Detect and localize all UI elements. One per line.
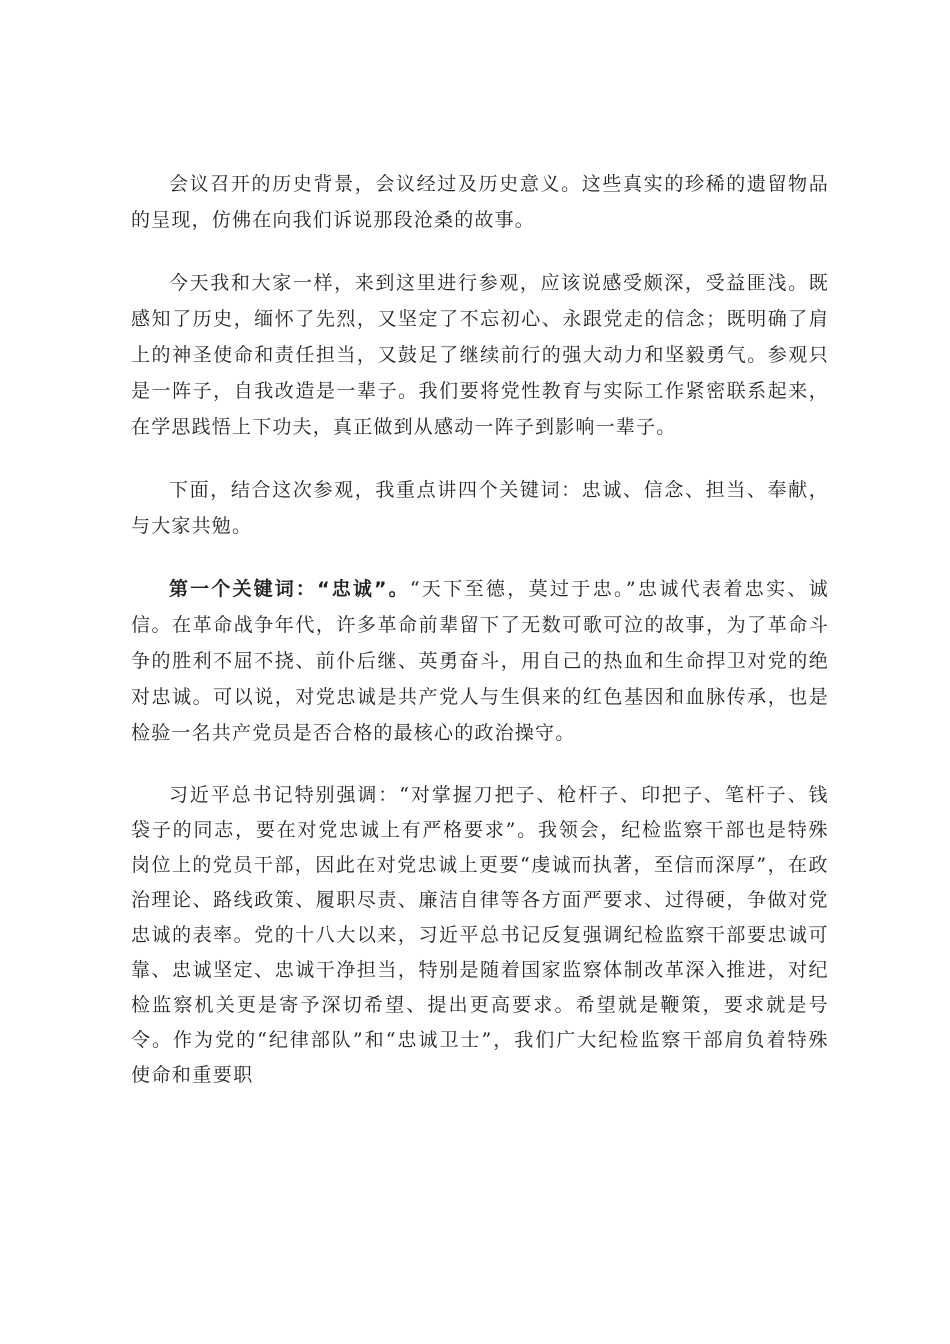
paragraph-3: 下面，结合这次参观，我重点讲四个关键词：忠诚、信念、担当、奉献，与大家共勉。 xyxy=(131,479,829,537)
paragraph-4 xyxy=(131,571,829,751)
keyword-heading: 第一个关键词：“忠诚”。 xyxy=(169,578,410,600)
document-page xyxy=(131,166,829,1120)
paragraph-4-body: “天下至德，莫过于忠。”忠诚代表着忠实、诚信。在革命战争年代，许多革命前辈留下了无数可歌可泣的故事，为了革命斗争的胜利不屈不挠、前仆后继、英勇奋斗，用自己的热血和生命捍卫对党的绝对忠诚。可以说，对党忠诚是共产党人与生俱来的红色基因和血脉传承，也是检验一名共产党员是否合格的最核心的政治操守。 xyxy=(131,578,829,744)
paragraph-1: 会议召开的历史背景，会议经过及历史意义。这些真实的珍稀的遗留物品的呈现，仿佛在向我们诉说那段沧桑的故事。 xyxy=(131,173,829,231)
paragraph-5: 习近平总书记特别强调：“对掌握刀把子、枪杆子、印把子、笔杆子、钱袋子的同志，要在对党忠诚上有严格要求”。我领会，纪检监察干部也是特殊岗位上的党员干部，因此在对党忠诚上更要“虔诚而执著，至信而深厚”，在政治理论、路线政策、履职尽责、廉洁自律等各方面严要求、过得硬，争做对党忠诚的表率。党的十八大以来，习近平总书记反复强调纪检监察干部要忠诚可靠、忠诚坚定、忠诚干净担当，特别是随着国家监察体制改革深入推进，对纪检监察机关更是寄予深切希望、提出更高要求。希望就是鞭策，要求就是号令。作为党的“纪律部队”和“忠诚卫士”，我们广大纪检监察干部肩负着特殊使命和重要职 xyxy=(131,784,829,1086)
paragraph-2: 今天我和大家一样，来到这里进行参观，应该说感受颇深，受益匪浅。既感知了历史，缅怀了先烈，又坚定了不忘初心、永跟党走的信念；既明确了肩上的神圣使命和责任担当，又鼓足了继续前行的强大动力和坚毅勇气。参观只是一阵子，自我改造是一辈子。我们要将党性教育与实际工作紧密联系起来，在学思践悟上下功夫，真正做到从感动一阵子到影响一辈子。 xyxy=(131,272,829,438)
